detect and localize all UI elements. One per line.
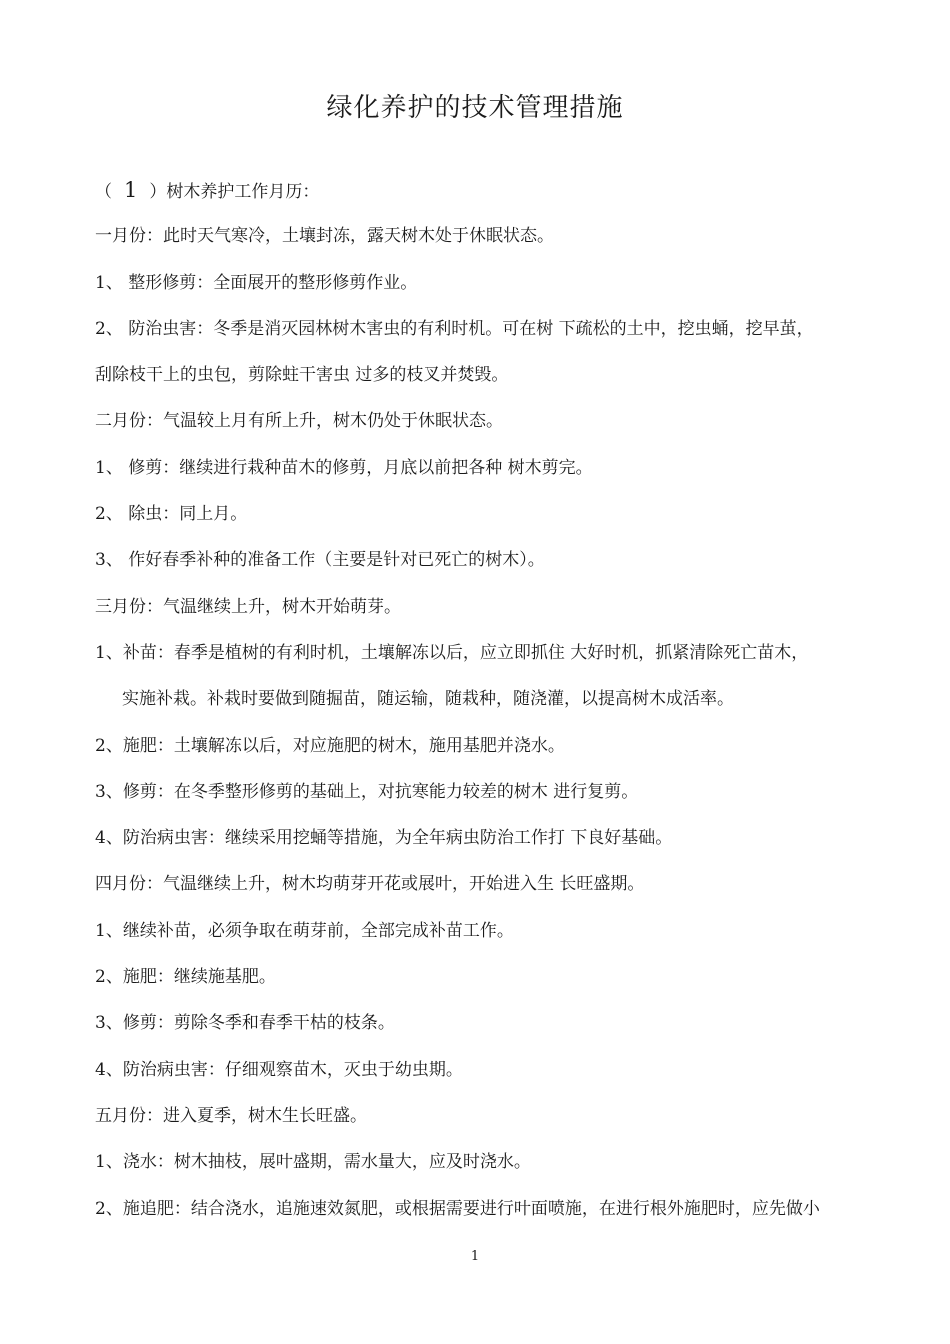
text-line: 2、 除虫：同上月。 (95, 504, 248, 525)
text-line: 2、施追肥：结合浇水，追施速效氮肥，或根据需要进行叶面喷施，在进行根外施肥时，应先做小 (95, 1198, 820, 1219)
text-line: 3、 作好春季补种的准备工作（主要是针对已死亡的树木）。 (95, 550, 545, 571)
month-heading-may: 五月份：进入夏季，树木生长旺盛。 (95, 1105, 367, 1126)
text-line-continued: 实施补栽。补栽时要做到随掘苗，随运输，随栽种，随浇灌，以提高树木成活率。 (122, 689, 734, 710)
month-heading-january: 一月份：此时天气寒冷，土壤封冻，露天树木处于休眠状态。 (95, 226, 554, 247)
month-heading-march: 三月份：气温继续上升，树木开始萌芽。 (95, 596, 401, 617)
text-line: 1、浇水：树木抽枝，展叶盛期，需水量大，应及时浇水。 (95, 1152, 531, 1173)
text-line: 3、修剪：剪除冬季和春季干枯的枝条。 (95, 1013, 395, 1034)
text-line: 1、 修剪：继续进行栽种苗木的修剪，月底以前把各种 树木剪完。 (95, 457, 593, 478)
text-line: 1、 整形修剪：全面展开的整形修剪作业。 (95, 272, 418, 293)
document-title: 绿化养护的技术管理措施 (326, 93, 624, 123)
section-heading-open-paren: （ (95, 182, 112, 202)
text-line: 3、修剪：在冬季整形修剪的基础上，对抗寒能力较差的树木 进行复剪。 (95, 781, 639, 802)
text-line: 2、施肥：土壤解冻以后，对应施肥的树木，施用基肥并浇水。 (95, 735, 565, 756)
section-heading-number: 1 (124, 178, 138, 202)
text-line: 刮除枝干上的虫包，剪除蛀干害虫 过多的枝叉并焚毁。 (95, 365, 509, 386)
text-line: 2、施肥：继续施基肥。 (95, 967, 276, 988)
month-heading-february: 二月份：气温较上月有所上升，树木仍处于休眠状态。 (95, 411, 503, 432)
section-heading-text: 树木养护工作月历： (166, 182, 320, 202)
text-line: 4、防治病虫害：继续采用挖蛹等措施，为全年病虫防治工作打 下良好基础。 (95, 828, 673, 849)
page-number: 1 (470, 1249, 480, 1264)
section-heading-close-paren: ） (149, 182, 167, 202)
month-heading-april: 四月份：气温继续上升，树木均萌芽开花或展叶，开始进入生 长旺盛期。 (95, 874, 645, 895)
text-line: 1、继续补苗，必须争取在萌芽前，全部完成补苗工作。 (95, 920, 514, 941)
text-line: 1、补苗：春季是植树的有利时机，土壤解冻以后，应立即抓住 大好时机，抓紧清除死亡苗木， (95, 642, 809, 663)
text-line: 2、 防治虫害：冬季是消灭园林树木害虫的有利时机。可在树 下疏松的土中，挖虫蛹，挖早茧， (95, 318, 814, 339)
text-line: 4、防治病虫害：仔细观察苗木，灭虫于幼虫期。 (95, 1059, 463, 1080)
section-heading (95, 167, 865, 213)
document-body (95, 167, 865, 1232)
